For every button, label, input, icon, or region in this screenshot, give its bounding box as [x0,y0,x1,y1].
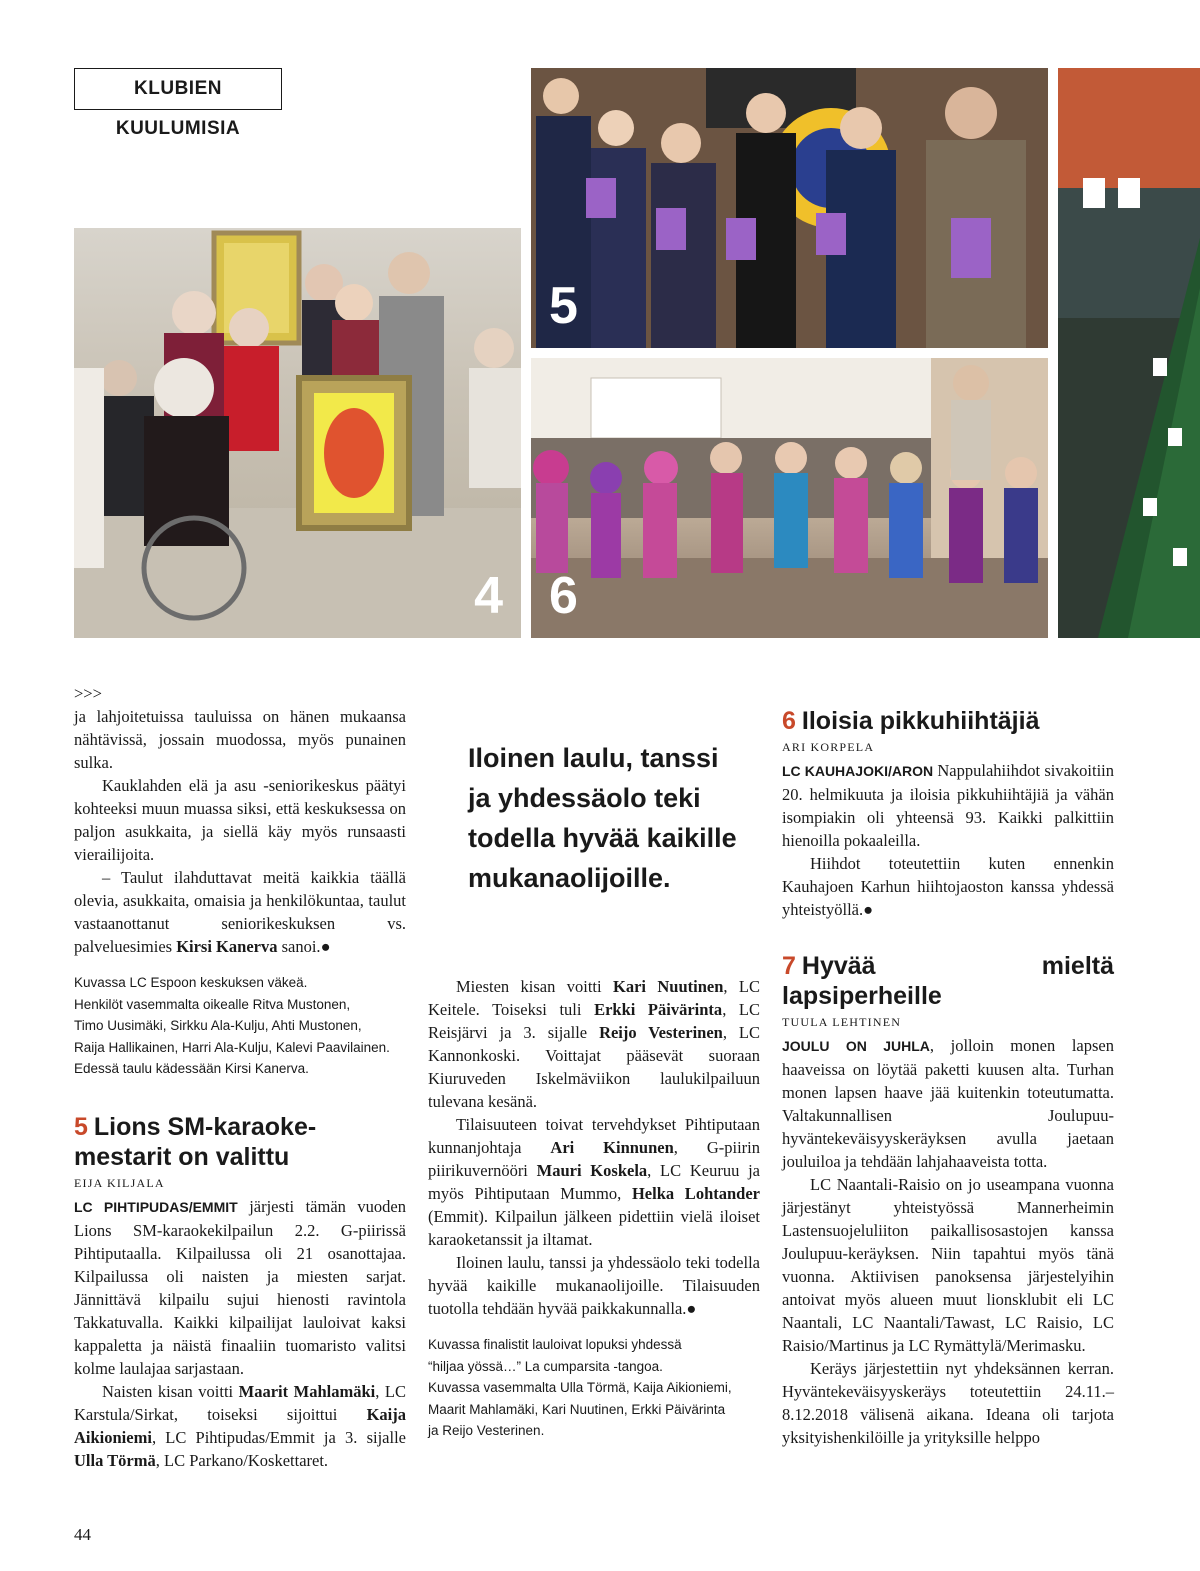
article-6-title: 6 Iloisia pikkuhiihtäjiä [782,707,1040,735]
section-tag: KLUBIEN KUULUMISIA [74,68,282,110]
col2-paragraph-2: Tilaisuuteen toivat tervehdykset Pihtiputaan kunnanjohtaja Ari Kinnunen, G-piirin piirikuvernööri Mauri Koskela, LC Keuruu ja myös Pihtiputaan Mummo, Helka Lohtander (Emmit). Kilpailun jälkeen pidettiin vielä iloiset karaoketanssit ja iltamat. [428,1115,760,1249]
col1-p3-start: – Taulut ilahduttavat meitä kaikkia täällä olevia, asukkaita, omaisia ja henkilökuntaa, taulut vastaanottanut seniorikeskuksen vs. palveluesimies [74,868,406,956]
article-7-paragraph-2: LC Naantali-Raisio on jo useampana vuonna järjestänyt yhteistyössä Mannerheimin Lastensuojeluliiton paikallisosastojen kanssa Joulupuu-keräyksen. Niin tapahtui myös tänä vuonna. Aktiivisen panoksensa järjestelyihin antoivat myös alueen muut lionsklubit eli LC Naantali, LC Naantali/Tawast, LC Raisio, LC Raisio/Martinus ja LC Rymättylä/Merimasku. [782,1175,1114,1355]
caption-line: Raija Hallikainen, Harri Ala-Kulju, Kalevi Paavilainen. [74,1039,390,1055]
column-3 [782,706,1114,1449]
column-1 [74,682,406,1472]
article-5-heading [74,1112,406,1172]
photo-little-skiers [531,358,1048,638]
article-7-paragraph-1: JOULU ON JUHLA, jolloin monen lapsen haaveissa on löytää paketti kuusen alta. Turhan monen lapsen haave jää kuitenkin toteutumatta. Valtakunnallisen Joulupuu-hyväntekeväisyyskeräyksen avulla jaetaan jouluiloa ja tehdään lahjahaaveista totta. [782,1036,1114,1171]
caption-photo-4 [74,972,406,1080]
photo-lc-espoo-group [74,228,521,638]
photo-7-illustration [1058,68,1200,638]
caption-line: ja Reijo Vesterinen. [428,1423,545,1438]
col2-paragraph-1: Miesten kisan voitti Kari Nuutinen, LC Keitele. Toiseksi tuli Erkki Päivärinta, LC Reisjärvi ja 3. sijalle Reijo Vesterinen, LC Kannonkoski. Voittajat pääsevät suoraan Kiuruveden Iskelmäviikon laulukilpailuun tulevana kesänä. [428,977,761,1111]
article-5-number: 5 [74,1112,88,1141]
photo-number-5: 5 [549,277,578,335]
column-2 [428,975,760,1442]
article-5-byline: EIJA KILJALA [74,1175,165,1190]
col1-paragraph-3 [74,866,406,958]
photo-6-illustration [531,358,1048,638]
photo-karaoke-finalists [531,68,1048,348]
article-6-lead: LC KAUHAJOKI/ARON [782,763,934,779]
article-7-lead: JOULU ON JUHLA [782,1038,930,1054]
photo-christmas-tree [1058,68,1200,638]
col1-p3-name: Kirsi Kanerva [176,937,278,956]
col1-p3-end: sanoi. [277,937,321,956]
col2-paragraph-3: Iloinen laulu, tanssi ja yhdessäolo teki todella hyvää kaikille mukanaolijoille. Tilaisuuden tuotolla tehdään hyvää paikkakunnalla.● [428,1253,760,1318]
article-7-byline: TUULA LEHTINEN [782,1015,902,1029]
article-6-byline: ARI KORPELA [782,740,875,754]
article-6-paragraph-1: LC KAUHAJOKI/ARON Nappulahiihdot sivakoitiin 20. helmikuuta ja iloisia pikkuhiihtäjiä ja vähän isompiakin oli yhteensä 93. Kaikki palkittiin hienoilla pokaaleilla. [782,761,1114,850]
article-5-title-line-1: 5 Lions SM-karaoke- [74,1112,317,1141]
caption-photo-5 [428,1334,760,1442]
end-mark: ● [863,900,874,919]
photo-4-illustration [74,228,521,638]
caption-line: Timo Uusimäki, Sirkku Ala-Kulju, Ahti Mustonen, [74,1018,362,1033]
article-5-title-line-2: mestarit on valittu [74,1142,290,1171]
article-5-paragraph-1: LC PIHTIPUDAS/EMMIT järjesti tämän vuoden Lions SM-karaokekilpailun 2.2. G-piirissä Pihtiputaalla. Kilpailussa oli 21 osanottajaa. Kilpailussa oli naisten ja miesten sarjat. Jännittävä kilpailu sujui hienosti ravintola Takkatuvalla. Kaikki kilpailijat lauloivat kaksi kappaletta ja näistä finaaliin tuomaristo valitsi kolme laulajaa sarjastaan. [74,1196,406,1378]
end-mark: ● [686,1299,697,1318]
caption-line: Kuvassa finalistit lauloivat lopuksi yhdessä [428,1337,682,1352]
article-7-title: 7 Hyvää mieltä lapsiperheille [782,952,1114,1010]
photo-number-4: 4 [474,567,503,625]
caption-line: “hiljaa yössä…” La cumparsita -tangoa. [428,1358,663,1374]
photo-5-illustration [531,68,1048,348]
article-5-lead: LC PIHTIPUDAS/EMMIT [74,1198,238,1215]
article-5-paragraph-2: Naisten kisan voitti Maarit Mahlamäki, LC Karstula/Sirkat, toiseksi sijoittui Kaija Aikioniemi, LC Pihtipudas/Emmit ja 3. sijalle Ulla Törmä, LC Parkano/Koskettaret. [74,1381,406,1470]
col1-paragraph-1: ja lahjoitetuissa tauluissa on hänen mukaansa nähtävissä, jossain muodossa, myös punainen sulka. [74,707,406,772]
article-6-number: 6 [782,707,796,735]
col1-paragraph-2: Kauklahden elä ja asu -seniorikeskus päätyi kohteeksi muun muassa siksi, että keskuksessa on paljon asukkaita, ja siellä käy myös runsaasti vierailijoita. [74,776,406,864]
caption-line: Maarit Mahlamäki, Kari Nuutinen, Erkki Päivärinta [428,1401,726,1417]
photo-number-6: 6 [549,567,578,625]
caption-line: Edessä taulu kädessään Kirsi Kanerva. [74,1061,309,1076]
page-number: 44 [74,1525,91,1544]
end-mark: ● [320,937,331,956]
article-7-paragraph-3: Keräys järjestettiin nyt yhdeksännen kerran. Hyväntekeväisyyskeräys toteutettiin 24.11.–8.12.2018 välisenä aikana. Ideana oli tarjota yksityishenkilöille ja yrityksille helppo [782,1359,1114,1447]
caption-line: Kuvassa vasemmalta Ulla Törmä, Kaija Aikioniemi, [428,1380,732,1395]
caption-line: Kuvassa LC Espoon keskuksen väkeä. [74,975,308,990]
continuation-marker: >>> [74,684,102,703]
article-7-number: 7 [782,952,796,980]
article-6-paragraph-2: Hiihdot toteutettiin kuten ennenkin Kauhajoen Karhun hiihtojaoston kanssa yhdessä yhteistyöllä.● [782,854,1114,919]
caption-line: Henkilöt vasemmalta oikealle Ritva Mustonen, [74,996,351,1012]
pull-quote: Iloinen laulu, tanssi ja yhdessäolo teki todella hyvää kaikille mukanaolijoille. [468,743,737,893]
